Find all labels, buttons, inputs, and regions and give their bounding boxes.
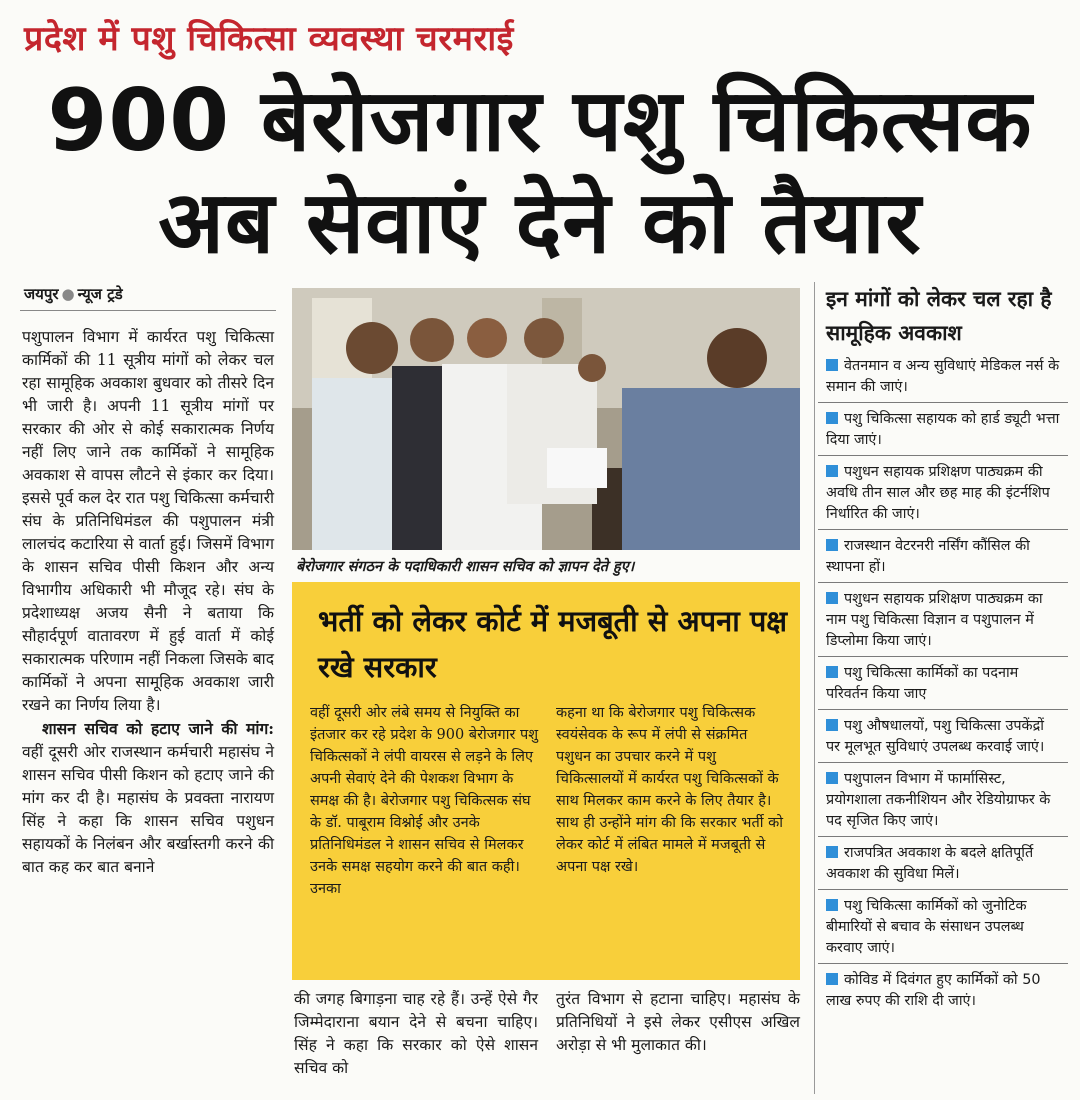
demand-item <box>818 583 1068 657</box>
square-bullet-icon <box>826 973 838 985</box>
byline-city: जयपुर <box>24 285 59 303</box>
news-photo <box>292 288 800 550</box>
demand-text: कोविड में दिवंगत हुए कार्मिकों को 50 लाख रुपए की राशि दी जाएं। <box>826 972 1041 1009</box>
demand-item <box>818 964 1068 1016</box>
box-headline: भर्ती को लेकर कोर्ट में मजबूती से अपना पक्ष रखे सरकार <box>318 604 788 684</box>
demand-text: राजपत्रित अवकाश के बदले क्षतिपूर्ति अवकाश की सुविधा मिलें। <box>826 845 1034 882</box>
demand-item <box>818 403 1068 456</box>
kicker-headline: प्रदेश में पशु चिकित्सा व्यवस्था चरमराई <box>24 19 514 59</box>
demand-item <box>818 530 1068 583</box>
demand-text: राजस्थान वेटरनरी नर्सिंग कौंसिल की स्थापना हों। <box>826 538 1030 575</box>
bullet-icon: ● <box>61 285 75 303</box>
demand-text: पशुधन सहायक प्रशिक्षण पाठ्यक्रम का नाम पशु चिकित्सा विज्ञान व पशुपालन में डिप्लोमा किया जाएं। <box>826 591 1043 649</box>
demand-item <box>818 657 1068 710</box>
square-bullet-icon <box>826 539 838 551</box>
square-bullet-icon <box>826 412 838 424</box>
sidebar-title: इन मांगों को लेकर चल रहा है सामूहिक अवकाश <box>826 287 1052 345</box>
byline-source: न्यूज ट्रडे <box>77 285 123 303</box>
demands-sidebar <box>818 282 1068 1016</box>
demand-text: पशु चिकित्सा कार्मिकों का पदनाम परिवर्तन किया जाए <box>826 665 1019 702</box>
square-bullet-icon <box>826 899 838 911</box>
demand-item <box>818 890 1068 964</box>
square-bullet-icon <box>826 772 838 784</box>
box-column-2: कहना था कि बेरोजगार पशु चिकित्सक स्वयंसेवक के रूप में लंपी से संक्रमित पशुधन का उपचार करने में पशु चिकित्सालयों में कार्यरत पशु चिकित्सकों के साथ मिलकर काम करने के लिए तैयार है। साथ ही उन्होंने मांग की कि सरकार भर्ती को लेकर कोर्ट में लंबित मामले में मजबूती से अपना पक्ष रखे। <box>556 705 783 875</box>
demand-text: पशु औषधालयों, पशु चिकित्सा उपकेंद्रों पर मूलभूत सुविधाएं उपलब्ध करवाई जाएं। <box>826 718 1045 755</box>
main-headline-line-2: अब सेवाएं देने को तैयार <box>158 173 922 273</box>
photo-caption: बेरोजगार संगठन के पदाधिकारी शासन सचिव को ज्ञापन देते हुए। <box>296 559 635 575</box>
demand-text: वेतनमान व अन्य सुविधाएं मेडिकल नर्स के समान की जाएं। <box>826 358 1060 395</box>
square-bullet-icon <box>826 592 838 604</box>
demand-text: पशुपालन विभाग में फार्मासिस्ट, प्रयोगशाला तकनीशियन और रेडियोग्राफर के पद सृजित किए जाएं। <box>826 771 1051 829</box>
demand-text: पशु चिकित्सा कार्मिकों को जुनोटिक बीमारियों से बचाव के संसाधन उपलब्ध करवाए जाएं। <box>826 898 1027 956</box>
article-paragraph-2 <box>22 717 274 879</box>
highlight-box <box>292 582 800 980</box>
square-bullet-icon <box>826 359 838 371</box>
main-headline-line-1: 900 बेरोजगार पशु चिकित्सक <box>47 71 1033 171</box>
byline <box>24 284 123 304</box>
demand-item <box>818 763 1068 837</box>
left-article-column <box>22 326 274 879</box>
demand-item <box>818 710 1068 763</box>
sidebar-divider <box>814 282 815 1094</box>
square-bullet-icon <box>826 719 838 731</box>
demand-item <box>818 837 1068 890</box>
article-paragraph: पशुपालन विभाग में कार्यरत पशु चिकित्सा कार्मिकों की 11 सूत्रीय मांगों को लेकर चल रहा सामूहिक अवकाश बुधवार को तीसरे दिन भी जारी है। अपनी 11 सूत्रीय मांगों पर सरकार की ओर से कोई सकारात्मक निर्णय नहीं लिए जाने तक कार्मिकों ने सामूहिक अवकाश से वापस लौटने से इंकार कर दिया। इससे पूर्व कल देर रात पशु चिकित्सा कर्मचारी संघ के प्रतिनिधिमंडल की पशुपालन मंत्री लालचंद कटारिया से वार्ता हुई। जिसमें विभाग के शासन सचिव पीसी किशन और अन्य विभागीय अधिकारी भी मौजूद रहे। संघ के प्रदेशाध्यक्ष अजय सैनी ने बताया कि सौहार्दपूर्ण वातावरण में हुई वार्ता में कोई सकारात्मक परिणाम नहीं निकला जिसके बाद कार्मिकों ने अपना सामूहिक अवकाश जारी रखने का निर्णय लिया है। <box>22 328 274 714</box>
article-subhead: शासन सचिव को हटाए जाने की मांग: <box>42 719 274 738</box>
article-paragraph-2-text: वहीं दूसरी ओर राजस्थान कर्मचारी महासंघ ने शासन सचिव पीसी किशन को हटाए जाने की मांग कर दी है। महासंघ के प्रवक्ता नारायण सिंह ने कहा कि शासन सचिव पशुधन सहायकों के निलंबन और बर्खास्तगी करने की बात कह कर बात बनाने <box>22 743 274 876</box>
square-bullet-icon <box>826 465 838 477</box>
demand-text: पशु चिकित्सा सहायक को हार्ड ड्यूटी भत्ता दिया जाएं। <box>826 411 1060 448</box>
square-bullet-icon <box>826 846 838 858</box>
demand-item <box>818 350 1068 403</box>
demand-text: पशुधन सहायक प्रशिक्षण पाठ्यक्रम की अवधि तीन साल और छह माह की इंटर्नशिप निर्धारित की जाएं। <box>826 464 1050 522</box>
square-bullet-icon <box>826 666 838 678</box>
bottom-column-2: तुरंत विभाग से हटाना चाहिए। महासंघ के प्रतिनिधियों ने इसे लेकर एसीएस अखिल अरोड़ा से भी मुलाकात की। <box>556 990 800 1054</box>
demand-item <box>818 456 1068 530</box>
news-photo-illustration <box>292 288 800 550</box>
box-column-1: वहीं दूसरी ओर लंबे समय से नियुक्ति का इंतजार कर रहे प्रदेश के 900 बेरोजगार पशु चिकित्सकों ने लंपी वायरस से लड़ने के लिए अपनी सेवाएं देने की पेशकश विभाग के समक्ष की है। बेरोजगार पशु चिकित्सक संघ के डॉ. पाबूराम विश्नोई और उनके प्रतिनिधिमंडल ने शासन सचिव से मिलकर उनके समक्ष सहयोग करने की बात कही। उनका <box>310 705 539 897</box>
byline-divider <box>20 310 276 311</box>
bottom-column-1: की जगह बिगाड़ना चाह रहे हैं। उन्हें ऐसे गैर जिम्मेदाराना बयान देने से बचना चाहिए। सिंह ने कहा कि सरकार को ऐसे शासन सचिव को <box>294 990 538 1077</box>
